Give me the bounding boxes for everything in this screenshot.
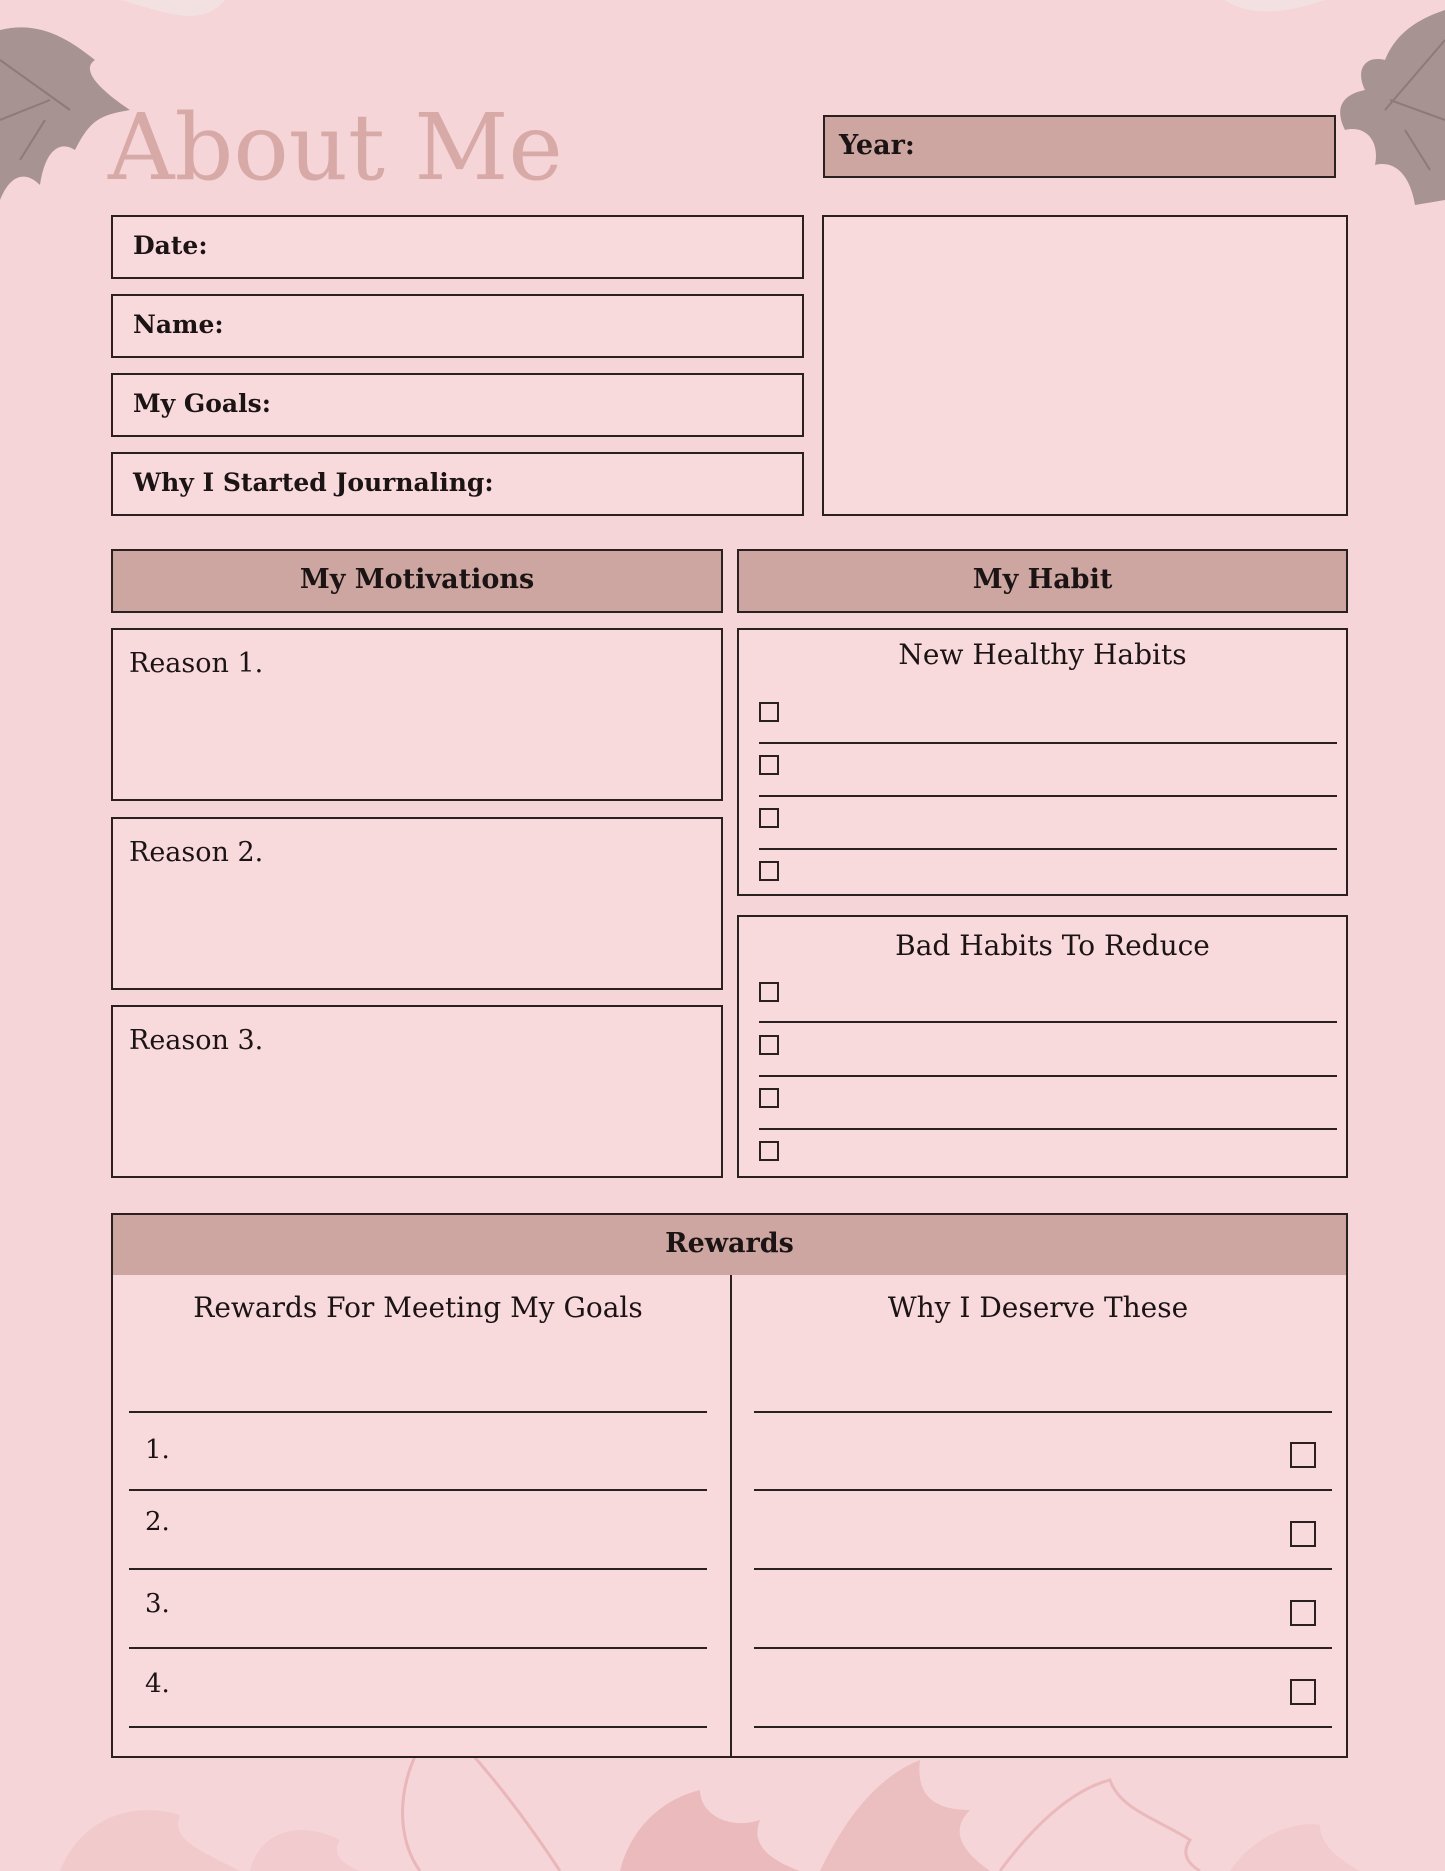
goals-label: My Goals: <box>133 389 271 418</box>
rewards-table <box>111 1275 1348 1758</box>
reward-number-2: 2. <box>145 1507 170 1537</box>
motivations-header: My Motivations <box>111 549 723 613</box>
reward-number-1: 1. <box>145 1435 170 1465</box>
reason-2-box[interactable] <box>111 817 723 990</box>
name-label: Name: <box>133 310 224 339</box>
bad-habit-checkbox-2[interactable] <box>759 1035 779 1055</box>
reward-number-3: 3. <box>145 1589 170 1619</box>
reason-1-box[interactable] <box>111 628 723 801</box>
reason-3-label: Reason 3. <box>129 1025 264 1056</box>
bad-habits-box <box>737 915 1348 1178</box>
rewards-divider <box>730 1275 732 1758</box>
healthy-habit-checkbox-3[interactable] <box>759 808 779 828</box>
year-label: Year: <box>839 130 915 161</box>
reason-1-label: Reason 1. <box>129 648 264 679</box>
why-journaling-label: Why I Started Journaling: <box>133 468 494 497</box>
deserve-checkbox-2[interactable] <box>1290 1521 1316 1547</box>
bad-habit-checkbox-3[interactable] <box>759 1088 779 1108</box>
name-field[interactable] <box>111 294 804 358</box>
rewards-left-title: Rewards For Meeting My Goals <box>193 1291 643 1324</box>
leaf-decoration-top-right <box>1215 0 1445 210</box>
habits-header: My Habit <box>737 549 1348 613</box>
healthy-habit-checkbox-4[interactable] <box>759 861 779 881</box>
reward-number-4: 4. <box>145 1669 170 1699</box>
reason-3-box[interactable] <box>111 1005 723 1178</box>
rewards-right-title: Why I Deserve These <box>887 1291 1189 1324</box>
date-label: Date: <box>133 231 208 260</box>
page-title: About Me <box>108 94 563 201</box>
deserve-checkbox-1[interactable] <box>1290 1442 1316 1468</box>
date-field[interactable] <box>111 215 804 279</box>
bad-habits-title: Bad Habits To Reduce <box>895 929 1210 962</box>
goals-field[interactable] <box>111 373 804 437</box>
healthy-habit-checkbox-2[interactable] <box>759 755 779 775</box>
healthy-habit-checkbox-1[interactable] <box>759 702 779 722</box>
deserve-checkbox-3[interactable] <box>1290 1600 1316 1626</box>
bad-habit-checkbox-4[interactable] <box>759 1141 779 1161</box>
rewards-header: Rewards <box>111 1213 1348 1277</box>
reason-2-label: Reason 2. <box>129 837 264 868</box>
healthy-habits-title: New Healthy Habits <box>898 638 1187 671</box>
photo-box[interactable] <box>822 215 1348 516</box>
healthy-habits-box <box>737 628 1348 896</box>
why-journaling-field[interactable] <box>111 452 804 516</box>
year-field[interactable] <box>823 115 1336 178</box>
bad-habit-checkbox-1[interactable] <box>759 982 779 1002</box>
deserve-checkbox-4[interactable] <box>1290 1679 1316 1705</box>
